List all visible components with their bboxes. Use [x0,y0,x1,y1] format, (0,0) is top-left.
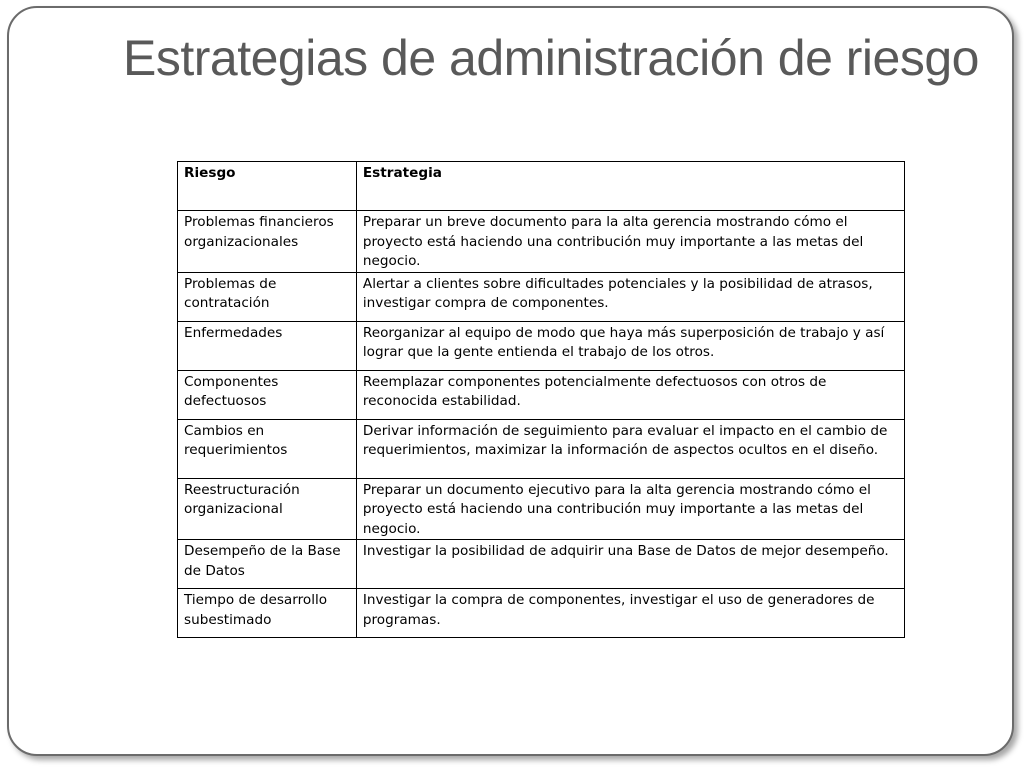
risk-cell: Reestructuración organizacional [178,478,357,540]
strategy-cell: Investigar la compra de componentes, investigar el uso de generadores de programas. [356,589,904,638]
strategy-cell: Reorganizar al equipo de modo que haya más superposición de trabajo y así lograr que la gente entienda el trabajo de los otros. [356,321,904,370]
table-row [178,321,905,370]
header-strategy: Estrategia [356,162,904,211]
risk-cell: Enfermedades [178,321,357,370]
table-row [178,419,905,478]
slide-title: Estrategias de administración de riesgo [123,30,979,86]
strategy-cell: Derivar información de seguimiento para evaluar el impacto en el cambio de requerimientos, maximizar la información de aspectos ocultos en el diseño. [356,419,904,478]
risk-cell: Problemas financieros organizacionales [178,211,357,273]
risk-strategy-table [177,161,905,638]
risk-cell: Problemas de contratación [178,272,357,321]
strategy-cell: Alertar a clientes sobre dificultades potenciales y la posibilidad de atrasos, investigar compra de componentes. [356,272,904,321]
strategy-cell: Investigar la posibilidad de adquirir una Base de Datos de mejor desempeño. [356,540,904,589]
table-row [178,540,905,589]
table-row [178,370,905,419]
table-row [178,589,905,638]
strategy-cell: Reemplazar componentes potencialmente defectuosos con otros de reconocida estabilidad. [356,370,904,419]
table-row [178,211,905,273]
header-risk: Riesgo [178,162,357,211]
table-row [178,272,905,321]
strategy-cell: Preparar un breve documento para la alta gerencia mostrando cómo el proyecto está haciendo una contribución muy importante a las metas del negocio. [356,211,904,273]
table-header-row [178,162,905,211]
risk-cell: Cambios en requerimientos [178,419,357,478]
risk-cell: Desempeño de la Base de Datos [178,540,357,589]
risk-cell: Tiempo de desarrollo subestimado [178,589,357,638]
table-row [178,478,905,540]
strategy-cell: Preparar un documento ejecutivo para la alta gerencia mostrando cómo el proyecto está haciendo una contribución muy importante a las metas del negocio. [356,478,904,540]
risk-cell: Componentes defectuosos [178,370,357,419]
